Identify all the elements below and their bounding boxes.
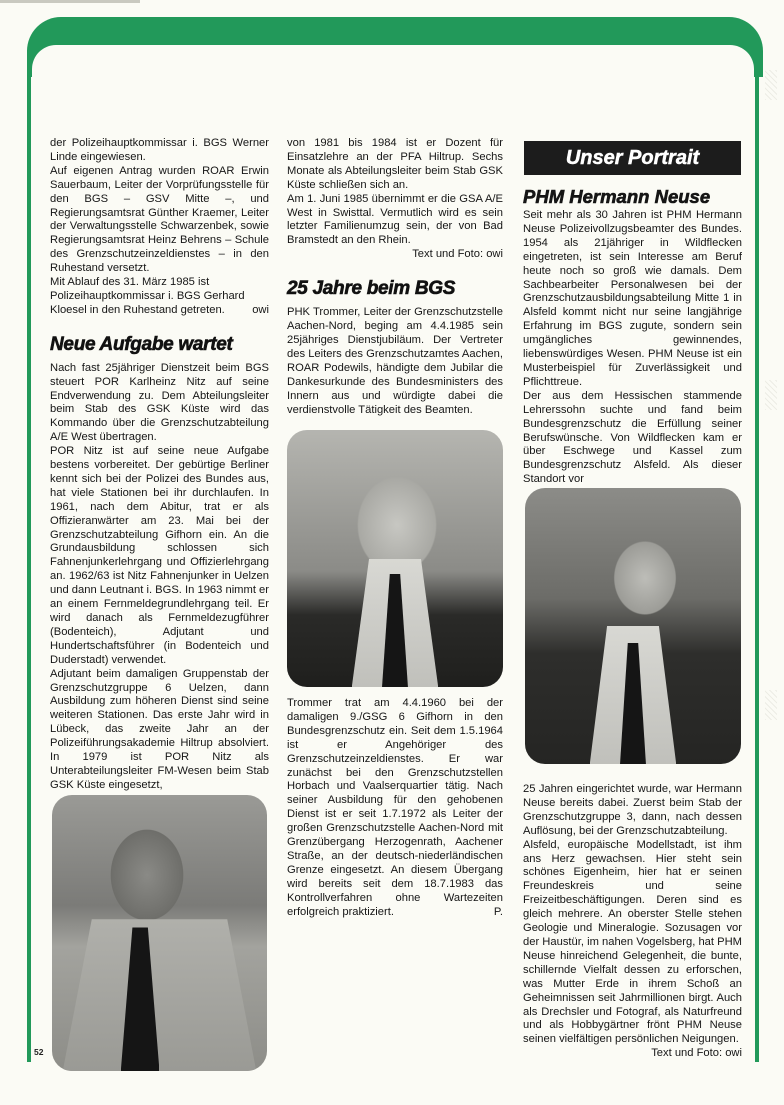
signature: owi — [252, 303, 269, 316]
paragraph: POR Nitz ist auf seine neue Aufgabe bestens vorbereitet. Der gebürtige Berliner kennt sich bei der Polizei des Bundes aus, hat viele Stationen bei ihr durchlaufen. In 1961, nach dem Abitur, trat er als Offizieranwärter am 23. Mai bei der Grenzschutzabteilung Gifhorn ein. An die Grundausbildung schlossen sich Fahnenjunkerlehrgang und Offizierlehrgang an. 1962/63 ist Nitz Fahnenjunker in Uelzen und dann Leutnant i. BGS. In 1963 nimmt er an einem Fernmeldegrundlehrgang teil. Er wird danach als Fernmeldezugführer (Bodenteich), Adjutant und Hundertschaftsführer (in Bodenteich und Duderstadt) verwendet. — [50, 445, 269, 666]
paragraph: von 1981 bis 1984 ist er Dozent für Einsatzlehre an der PFA Hiltrup. Sechs Monate als Abteilungsleiter beim Stab GSK Küste schließen sich an. — [287, 137, 503, 191]
photo-trommer — [287, 430, 503, 687]
photo-neuse — [525, 488, 741, 764]
paragraph: 25 Jahren eingerichtet wurde, war Hermann Neuse bereits dabei. Zuerst beim Stab der Grenzschutzgruppe 3, dann, nach dessen Auflösung, bei der Grenzschutzabteilung. — [523, 783, 742, 837]
paragraph: Alsfeld, europäische Modellstadt, ist ihm ans Herz gewachsen. Hier steht sein schönes Eigenheim, hier hat er seinen Freundeskreis und seine Freizeitbeschäftigungen. Deren sind es gleich mehrere. An oberster Stelle stehen Geologie und Mineralogie. Sozusagen vor der Haustür, im nahen Vogelsberg, hat PHM Neuse hinreichend Gelegenheit, die bunte, schillernde Vielfalt dessen zu erforschen, was Mutter Erde in ihrem Schoß an Geheimnissen seit Jahrmillionen birgt. Auch als Drechsler und Fotograf, als Naturfreund und als Hobbygärtner frönt PHM Neuse seinen vielfältigen persönlichen Neigungen. — [523, 838, 742, 1046]
left-column — [50, 137, 269, 793]
paragraph-with-signature — [50, 276, 269, 318]
paragraph: Nach fast 25jähriger Dienstzeit beim BGS steuert POR Karlheinz Nitz auf seine Endverwendung zu. Dem Abteilungsleiter beim Stab des GSK Küste wird das Kommando über die Grenzschutzabteilung A/E West übertragen. — [50, 361, 269, 444]
section-banner: Unser Portrait — [524, 141, 741, 175]
paragraph: Am 1. Juni 1985 übernimmt er die GSA A/E West in Swisttal. Vermutlich wird es sein letzter Familienumzug sein, der von Bad Bramstedt an den Rhein. — [287, 192, 503, 247]
photo-credit: Text und Foto: owi — [412, 248, 503, 261]
article-headline: Neue Aufgabe wartet — [50, 333, 233, 355]
right-column — [523, 209, 742, 487]
paragraph: Auf eigenen Antrag wurden ROAR Erwin Sauerbaum, Leiter der Vorprüfungsstelle für den BGS – GSV Mitte –, und Regierungsamtsrat Günther Kraemer, Leiter der Verwaltungsstelle Schwarzenbek, sowie Regierungsamtsrat Heinz Behrens – Schule des Grenzschutzeinzeldienstes – in den Ruhestand versetzt. — [50, 164, 269, 275]
article-headline: 25 Jahre beim BGS — [287, 278, 456, 300]
scan-speckle — [765, 380, 777, 410]
paragraph: PHK Trommer, Leiter der Grenzschutzstelle Aachen-Nord, beging am 4.4.1985 sein 25jähriges Dienstjubiläum. Der Vertreter des Leiters des Grenzschutzamtes Aachen, ROAR Podewils, händigte dem Jubilar die Dankesurkunde des Bundesministers des Innern aus und würdigte dabei die verdienstvolle Tätigkeit des Beamten. — [287, 306, 503, 416]
photo-credit: Text und Foto: owi — [651, 1047, 742, 1060]
photo-nitz — [52, 795, 267, 1071]
signature: P. — [493, 905, 503, 918]
paragraph: Trommer trat am 4.4.1960 bei der damaligen 9./GSG 6 Gifhorn in den Bundesgrenzschutz ein. Seit dem 1.5.1964 ist er Angehöriger des Grenzschutzeinzeldienstes. Er war zunächst bei den Grenzschutzstellen Horbach und Vaalserquartier tätig. Nach seiner Ausbildung für den gehobenen Dienst ist er seit 1.7.1972 als Leiter der großen Grenzschutzstelle Aachen-Nord mit Grenzübergang Herzogenrath, Aachener Straße, an der deutsch-niederländischen Grenze eingesetzt. An diesem Übergang wird bereits seit dem 18.7.1983 das Kontrollverfahren ohne Wartezeiten erfolgreich praktiziert. — [287, 697, 503, 918]
green-frame-left-rule — [27, 50, 31, 1062]
photo-figure-shirt — [63, 919, 257, 1071]
paragraph: Der aus dem Hessischen stammende Lehrerssohn suchte und fand beim Bundesgrenzschutz die Erfüllung seiner Berufswünsche. Von Wildflecken kam er über Eschwege und Kassel zum Bundesgrenzschutz Alsfeld. Als dieser Standort vor — [523, 389, 742, 486]
middle-column-continued — [287, 697, 503, 919]
scan-speckle — [765, 70, 777, 100]
middle-column — [287, 137, 503, 417]
paragraph: Seit mehr als 30 Jahren ist PHM Hermann Neuse Polizeivollzugsbeamter des Bundes. 1954 als 21jähriger in Wildflecken eingetreten, ist sein Interesse am Beruf heute noch so groß wie damals. Dem Sachbearbeiter Personalwesen bei der Grenzschutzausbildungsabteilung Mitte 1 in Alsfeld kommt nicht nur seine langjährige Erfahrung im BGS zugute, sondern sein umgängliches gewinnendes, liebenswürdiges Wesen. PHM Neuse ist ein Musterbeispiel für Zuverlässigkeit und Pflichttreue. — [523, 209, 742, 388]
paragraph: Adjutant beim damaligen Gruppenstab der Grenzschutzgruppe 6 Uelzen, dann Ausbildung zum höheren Dienst sind seine weiteren Stationen. Das erste Jahr wird in Lübeck, das zweite Jahr an der Polizeiführungsakademie Hiltrup absolviert. In 1979 ist POR Nitz als Unterabteilungsleiter FM-Wesen beim Stab GSK Küste eingesetzt, — [50, 667, 269, 791]
paragraph: der Polizeihauptkommissar i. BGS Werner Linde eingewiesen. — [50, 137, 269, 163]
green-frame-right-rule — [755, 50, 759, 1062]
article-headline: PHM Hermann Neuse — [523, 186, 711, 207]
paragraph: Mit Ablauf des 31. März 1985 ist Polizeihauptkommissar i. BGS Gerhard Kloesel in den Ruhestand getreten. — [50, 276, 245, 316]
scan-speckle — [765, 690, 777, 720]
right-column-continued — [523, 783, 742, 1061]
page-number: 52 — [34, 1047, 44, 1057]
scan-edge-mark — [0, 0, 140, 3]
